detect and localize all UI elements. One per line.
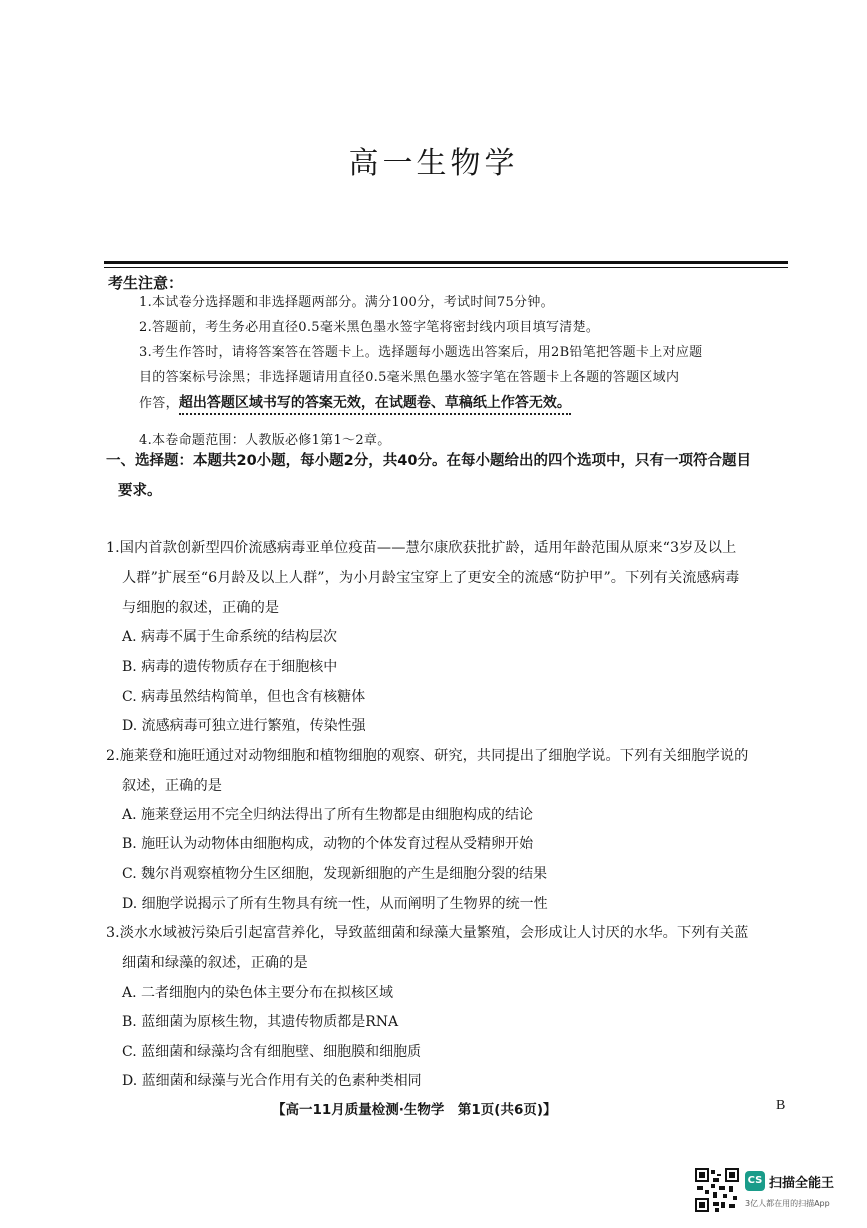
question-2-option-a: A. 施莱登运用不完全归纳法得出了所有生物都是由细胞构成的结论 [122,807,534,823]
footer-center-text: 【高一11月质量检测·生物学 第1页(共6页)】 [272,1102,557,1118]
question-1-line1: 1.国内首款创新型四价流感病毒亚单位疫苗——慧尔康欣获批扩龄，适用年龄范围从原来“3岁及以上 [106,540,737,556]
question-2 [106,741,794,801]
qr-code-icon [695,1168,739,1212]
question-3-line1: 3.淡水水域被污染后引起富营养化，导致蓝细菌和绿藻大量繁殖，会形成让人讨厌的水华。下列有关蓝 [106,925,749,941]
question-1 [106,533,794,623]
question-2-option-c: C. 魏尔肖观察植物分生区细胞，发现新细胞的产生是细胞分裂的结果 [122,866,548,882]
notice-heading: 考生注意： [108,274,184,292]
question-3-option-b: B. 蓝细菌为原核生物，其遗传物质都是RNA [122,1014,399,1030]
question-3 [106,918,794,978]
notice-item-3c-prefix: 作答， [139,396,179,411]
notice-item-3c [139,390,789,417]
notice-item-3b: 目的答案标号涂黑；非选择题请用直径0.5毫米黑色墨水签字笔在答题卡上各题的答题区域内 [139,370,680,385]
notice-item-4: 4.本卷命题范围：人教版必修1第1～2章。 [139,433,391,448]
question-1-line2: 人群”扩展至“6月龄及以上人群”，为小月龄宝宝穿上了更安全的流感“防护甲”。下列有关流感病毒 [122,570,740,586]
question-1-option-d: D. 流感病毒可独立进行繁殖，传染性强 [122,718,366,734]
title-rule-thin [104,267,788,268]
section-heading-line2: 要求。 [118,483,162,499]
title-rule-thick [104,261,788,264]
notice-emphasis: 超出答题区域书写的答案无效，在试题卷、草稿纸上作答无效。 [179,395,571,415]
notice-item-1: 1.本试卷分选择题和非选择题两部分。满分100分，考试时间75分钟。 [139,295,554,310]
question-2-line2: 叙述，正确的是 [122,778,223,794]
scanner-tagline: 3亿人都在用的扫描App [745,1199,830,1208]
notice-item-3a: 3.考生作答时，请将答案答在答题卡上。选择题每小题选出答案后，用2B铅笔把答题卡上对应题 [139,345,703,360]
question-1-option-c: C. 病毒虽然结构简单，但也含有核糖体 [122,689,366,705]
question-3-option-d: D. 蓝细菌和绿藻与光合作用有关的色素种类相同 [122,1073,422,1089]
scanner-app-name: 扫描全能王 [769,1176,835,1191]
scanner-logo-badge: CS [745,1171,765,1191]
question-3-line2: 细菌和绿藻的叙述，正确的是 [122,955,308,971]
question-2-option-d: D. 细胞学说揭示了所有生物具有统一性，从而阐明了生物界的统一性 [122,896,548,912]
question-3-option-c: C. 蓝细菌和绿藻均含有细胞壁、细胞膜和细胞质 [122,1044,422,1060]
section-heading-line1: 一、选择题：本题共20小题，每小题2分，共40分。在每小题给出的四个选项中，只有一项符合题目 [106,453,751,469]
notice-item-2: 2.答题前，考生务必用直径0.5毫米黑色墨水签字笔将密封线内项目填写清楚。 [139,320,600,335]
question-1-option-b: B. 病毒的遗传物质存在于细胞核中 [122,659,338,675]
question-3-option-a: A. 二者细胞内的染色体主要分布在拟核区域 [122,985,394,1001]
page-title: 高一生物学 [348,146,519,181]
question-1-option-a: A. 病毒不属于生命系统的结构层次 [122,629,338,645]
question-2-line1: 2.施莱登和施旺通过对动物细胞和植物细胞的观察、研究，共同提出了细胞学说。下列有关细胞学说的 [106,748,749,764]
footer-version-code: B [776,1098,786,1113]
question-1-line3: 与细胞的叙述，正确的是 [122,600,280,616]
section-heading [106,446,796,506]
question-2-option-b: B. 施旺认为动物体由细胞构成，动物的个体发育过程从受精卵开始 [122,836,534,852]
